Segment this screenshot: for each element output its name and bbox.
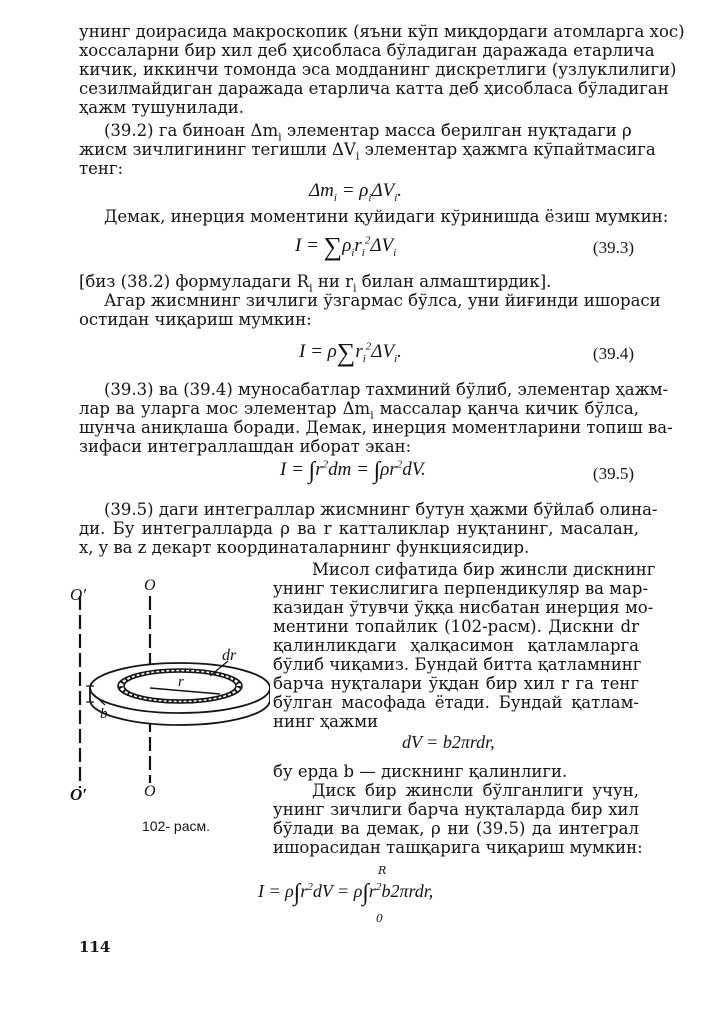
text-line: ҳажм тушунилади.	[79, 98, 244, 117]
page-number: 114	[79, 938, 111, 956]
figure-caption: 102- расм.	[142, 818, 210, 834]
text-line: Агар жисмнинг зичлиги ўзгармас бўлса, уни йиғинди ишораси	[104, 291, 661, 310]
text-line: Диск бир жинсли бўлганлиги учун,	[312, 781, 639, 800]
integral-lower-limit: 0	[376, 912, 383, 925]
text-line: Демак, инерция моментини қуйидаги кўринишда ёзиш мумкин:	[104, 207, 669, 226]
text-line: унинг доирасида макроскопик (яъни кўп миқдордаги атомларга хос)	[79, 22, 685, 41]
axis-o-prime-bottom-label: O′	[70, 785, 88, 804]
integral-upper-limit: R	[378, 864, 387, 877]
text-line: сезилмайдиган даражада етарлича катта деб ҳисобласа бўладиган	[79, 79, 669, 98]
equation-number: (39.5)	[592, 464, 634, 483]
label-dr: dr	[222, 647, 237, 664]
text-line: қалинликдаги ҳалқасимон қатламларга	[273, 636, 639, 655]
text-line: ишорасидан ташқарига чиқариш мумкин:	[273, 838, 643, 857]
figure-102-disk	[70, 568, 270, 808]
text-line: хоссаларни бир хил деб ҳисобласа бўладиган даражада етарлича	[79, 41, 655, 60]
text-line: бўлган масофада ётади. Бундай қатлам-	[273, 693, 639, 712]
text-line: жисм зичлигининг тегишли $\Delta V_i$ элементар ҳажмга кўпайтмасига	[79, 140, 656, 163]
text-line: x, y ва z декарт координаталарнинг функциясидир.	[79, 538, 530, 557]
text-line: тенг:	[79, 159, 124, 178]
equation-39-5: $I = \int r^2dm = \int\rho r^2dV$.	[280, 458, 426, 484]
text-line: (39.5) даги интеграллар жисмнинг бутун ҳажми бўйлаб олина-	[104, 500, 658, 519]
text-line: зифаси интеграллашдан иборат экан:	[79, 437, 412, 456]
text-line: барча нуқталари ўқдан бир хил r га тенг	[273, 674, 639, 693]
text-line: казидан ўтувчи ўққа нисбатан инерция мо-	[273, 598, 654, 617]
text-line: нинг ҳажми	[273, 712, 379, 731]
axis-o-top-label: O	[144, 577, 156, 594]
text-line: лар ва уларга мос элементар $\Delta m_i$ массалар қанча кичик бўлса,	[79, 399, 639, 422]
equation-number: (39.3)	[592, 238, 634, 257]
text-line: унинг зичлиги барча нуқталарда бир хил	[273, 800, 639, 819]
text-line: унинг текислигига перпендикуляр ва мар-	[273, 579, 649, 598]
text-line: Мисол сифатида бир жинсли дискнинг	[312, 560, 656, 579]
equation-39-4: $I = \rho\sum r_i^2\Delta V_i$.	[299, 338, 402, 367]
text-line: [биз (38.2) формуладаги $R_i$ ни $r_i$ билан алмаштирдик].	[79, 272, 552, 295]
equation-dv: dV = b2πrdr,	[402, 732, 495, 752]
equation-number: (39.4)	[592, 344, 634, 363]
text-line: бу ерда b — дискнинг қалинлиги.	[273, 762, 568, 781]
text-line: бўлади ва демак, ρ ни (39.5) да интеграл	[273, 819, 639, 838]
axis-o-bottom-label: O	[144, 783, 156, 800]
label-b: b	[100, 706, 108, 722]
label-r: r	[178, 674, 184, 690]
text-line: шунча аниқлаша боради. Демак, инерция моментларини топиш ва-	[79, 418, 673, 437]
equation-39-3: $I = \sum\rho_ir_i^2\Delta V_i$	[295, 232, 397, 261]
text-line: ди. Бу интегралларда ρ ва r катталиклар нуқтанинг, масалан,	[79, 519, 639, 538]
axis-o-prime-top-label: O′	[70, 585, 86, 604]
text-line: (39.2) га биноан $\Delta m_i$ элементар масса берилган нуқтадаги ρ	[104, 121, 632, 144]
equation: $\Delta m_i = \rho_i\Delta V_i$.	[309, 180, 403, 204]
text-line: ментини топайлик (102-расм). Дискни dr	[273, 617, 639, 636]
text-line: (39.3) ва (39.4) муносабатлар тахминий бўлиб, элементар ҳажм-	[104, 380, 669, 399]
text-line: кичик, иккинчи томонда эса модданинг дискретлиги (узлуклилиги)	[79, 60, 677, 79]
text-line: остидан чиқариш мумкин:	[79, 310, 312, 329]
equation-final: $I = \rho\int r^2dV = \rho\int r^2b2\pi rdr$,	[258, 880, 434, 906]
text-line: бўлиб чиқамиз. Бундай битта қатламнинг	[273, 655, 642, 674]
